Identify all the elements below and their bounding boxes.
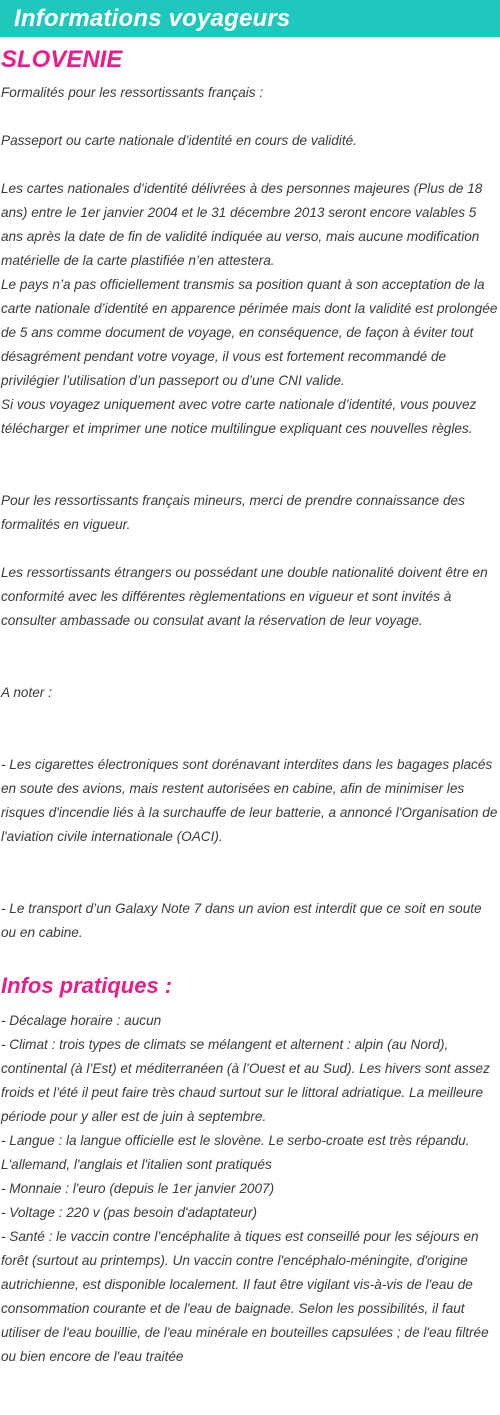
- practical-info-title: Infos pratiques :: [1, 973, 173, 998]
- formalities-intro: Formalités pour les ressortissants français :: [1, 85, 264, 100]
- cni-info: Les cartes nationales d’identité délivrées à des personnes majeures (Plus de 18 ans) entre le 1er janvier 2004 et le 31 décembre 2013 seront encore valables 5 ans après la date de fin de validité indiquée au verso, mais aucune modification matérielle de la carte plastifiée n’en attestera. Le pays n’a pas officiellement transmis sa position quant à son acceptation de la carte nationale d’identité en apparence périmée mais dont la validité est prolongée de 5 ans comme document de voyage, en conséquence, de façon à éviter tout désagrément pendant votre voyage, il vous est fortement recommandé de privilégier l’utilisation d’un passeport ou d’une CNI valide. Si vous voyagez uniquement avec votre carte nationale d’identité, vous pouvez télécharger et imprimer une notice multilingue expliquant ces nouvelles règles.: [1, 181, 498, 436]
- spacer: [1, 441, 500, 489]
- spacer: [1, 705, 500, 753]
- spacer: [1, 537, 500, 561]
- header-bar: [0, 0, 500, 37]
- spacer: [1, 849, 500, 897]
- foreigners-info: Les ressortissants étrangers ou possédant une double nationalité doivent être en conformité avec les différentes règlementations en vigueur et sont invités à consulter ambassade ou consulat avant la réservation de leur voyage.: [1, 565, 488, 628]
- spacer: [1, 105, 500, 129]
- note-label: A noter :: [1, 685, 52, 700]
- passport-requirement: Passeport ou carte nationale d’identité en cours de validité.: [1, 133, 357, 148]
- country-title: SLOVENIE: [1, 46, 123, 73]
- note-cigarettes: - Les cigarettes électroniques sont dorénavant interdites dans les bagages placés en soute des avions, mais restent autorisées en cabine, afin de minimiser les risques d'incendie liés à la surchauffe de leur batterie, a annoncé l'Organisation de l'aviation civile internationale (OACI).: [1, 757, 498, 844]
- spacer: [1, 153, 500, 177]
- main-content: [0, 45, 500, 1369]
- note-galaxy: - Le transport d’un Galaxy Note 7 dans un avion est interdit que ce soit en soute ou en cabine.: [1, 901, 482, 940]
- practical-info-text: - Décalage horaire : aucun - Climat : trois types de climats se mélangent et alternent : alpin (au Nord), continental (à l’Est) et méditerranéen (à l’Ouest et au Sud). Les hivers sont assez froids et l’été il peut faire très chaud surtout sur le littoral adriatique. La meilleure période pour y aller est de juin à septembre. - Langue : la langue officielle est le slovène. Le serbo-croate est très répandu. L'allemand, l'anglais et l'italien sont pratiqués - Monnaie : l'euro (depuis le 1er janvier 2007) - Voltage : 220 v (pas besoin d'adaptateur) - Santé : le vaccin contre l’encéphalite à tiques est conseillé pour les séjours en forêt (surtout au printemps). Un vaccin contre l'encéphalo-méningite, d'origine autrichienne, est disponible localement. Il faut être vigilant vis-à-vis de l'eau de consommation courante et de l'eau de baignade. Selon les possibilités, il faut utiliser de l'eau bouillie, de l'eau minérale en bouteilles capsulées ; de l'eau filtrée ou bien encore de l'eau traitée: [1, 1013, 490, 1364]
- page-title: Informations voyageurs: [14, 4, 291, 32]
- spacer: [1, 633, 500, 681]
- minors-info: Pour les ressortissants français mineurs, merci de prendre connaissance des formalités en vigueur.: [1, 493, 465, 532]
